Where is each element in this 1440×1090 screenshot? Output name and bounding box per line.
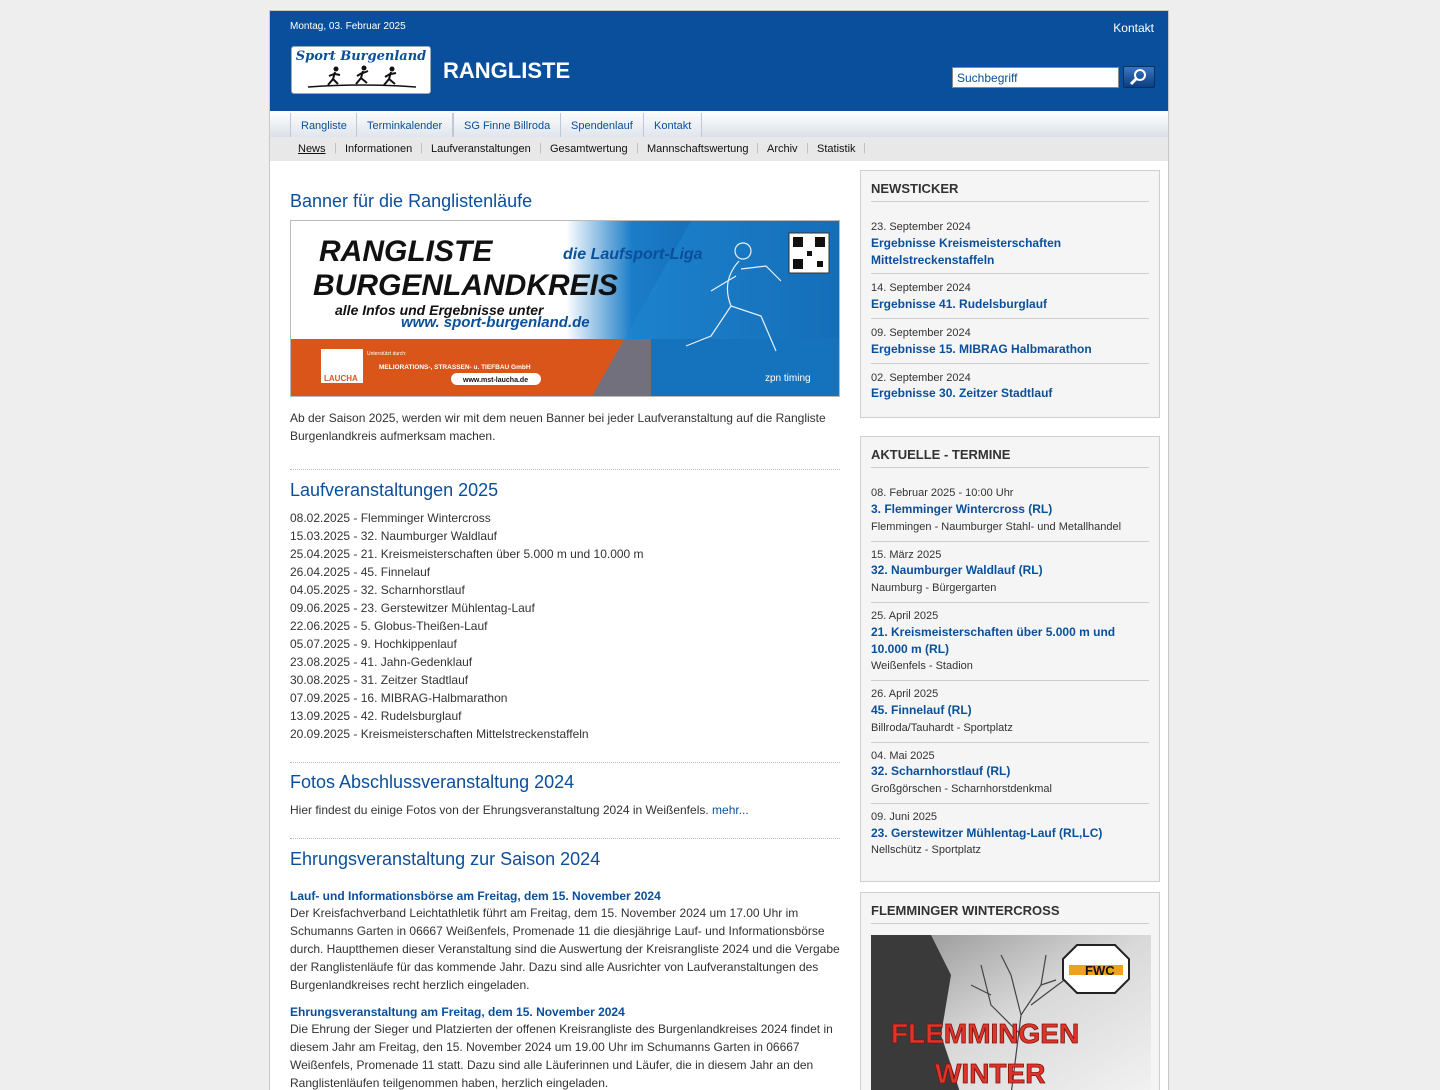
divider [290,469,840,470]
list-item: 20.09.2025 - Kreismeisterschaften Mittelstreckenstaffeln [290,727,589,741]
subnav-news[interactable]: News [298,143,326,155]
site-header [270,11,1169,111]
tab-terminkalender[interactable]: Terminkalender [356,113,453,138]
site-title: RANGLISTE [443,58,571,83]
list-item: 30.08.2025 - 31. Zeitzer Stadtlauf [290,673,469,687]
list-item: 05.07.2025 - 9. Hochkippenlauf [290,637,457,651]
event-link[interactable]: 45. Finnelauf (RL) [871,703,972,717]
termine-title: AKTUELLE - TERMINE [871,447,1149,468]
tab-spendenlauf[interactable]: Spendenlauf [560,113,644,138]
subnav-statistik[interactable]: Statistik [817,143,856,155]
sponsor-url: www.mst-laucha.de [463,377,529,384]
list-item: 08.02.2025 - Flemminger Wintercross [290,511,491,525]
list-item: 07.09.2025 - 16. MIBRAG-Halbmarathon [290,691,508,705]
event-location: Weißenfels - Stadion [871,660,973,672]
event-location: Naumburg - Bürgergarten [871,582,997,594]
events-list [290,509,840,743]
divider [290,838,840,839]
wintercross-box [860,892,1160,1090]
tab-rangliste[interactable]: Rangliste [290,113,358,138]
ceremony-subheading-1: Lauf- und Informationsbörse am Freitag, dem 15. November 2024 [290,889,661,903]
banner-graphic [291,221,840,397]
photos-heading[interactable]: Fotos Abschlussveranstaltung 2024 [290,772,575,792]
termine-box [860,436,1160,882]
banner-image [290,220,840,397]
ceremony-subheading-2: Ehrungsveranstaltung am Freitag, dem 15. November 2024 [290,1005,625,1019]
news-date: 09. September 2024 [871,327,971,339]
magnifier-icon [1124,67,1154,87]
banner-line4: www. sport-burgenland.de [401,314,590,331]
timing-logo: zpn timing [765,373,811,384]
page-container [269,10,1169,1090]
news-link[interactable]: Ergebnisse Kreismeisterschaften Mittelstreckenstaffeln [871,236,1062,267]
event-link[interactable]: 32. Naumburger Waldlauf (RL) [871,563,1043,577]
banner-text: Ab der Saison 2025, werden wir mit dem neuen Banner bei jeder Laufveranstaltung auf die Rangliste Burgenlandkreis aufmerksam machen. [290,411,826,443]
newsticker-box [860,170,1160,418]
news-link[interactable]: Ergebnisse 15. MIBRAG Halbmarathon [871,342,1092,356]
event-location: Billroda/Tauhardt - Sportplatz [871,722,1013,734]
tab-sg-finne-billroda[interactable]: SG Finne Billroda [453,113,561,138]
news-date: 23. September 2024 [871,221,971,233]
event-date: 25. April 2025 [871,610,939,622]
banner-line2: BURGENLANDKREIS [313,269,619,302]
event-date: 04. Mai 2025 [871,750,935,762]
list-item: 25.04.2025 - 21. Kreismeisterschaften über 5.000 m und 10.000 m [290,547,644,561]
subnav-mannschaftswertung[interactable]: Mannschaftswertung [647,143,749,155]
subnav-laufveranstaltungen[interactable]: Laufveranstaltungen [431,143,531,155]
poster-text-2: WINTER [935,1058,1046,1089]
list-item: 15.03.2025 - 32. Naumburger Waldlauf [290,529,498,543]
current-date: Montag, 03. Februar 2025 [290,21,406,32]
event-location: Flemmingen - Naumburger Stahl- und Metallhandel [871,521,1122,533]
wintercross-title: FLEMMINGER WINTERCROSS [871,903,1149,924]
list-item: 13.09.2025 - 42. Rudelsburglauf [290,709,462,723]
event-link[interactable]: 23. Gerstewitzer Mühlentag-Lauf (RL,LC) [871,826,1103,840]
banner-line3: alle Infos und Ergebnisse unter [335,302,544,318]
divider [290,762,840,763]
list-item: 23.08.2025 - 41. Jahn-Gedenklauf [290,655,473,669]
event-link[interactable]: 32. Scharnhorstlauf (RL) [871,764,1011,778]
ceremony-heading[interactable]: Ehrungsveranstaltung zur Saison 2024 [290,849,601,869]
event-location: Großgörschen - Scharnhorstdenkmal [871,783,1052,795]
event-link[interactable]: 3. Flemminger Wintercross (RL) [871,502,1053,516]
logo-text: Sport Burgenland [295,49,427,64]
event-date: 08. Februar 2025 - 10:00 Uhr [871,487,1014,499]
tab-kontakt[interactable]: Kontakt [643,113,702,138]
header-contact-link[interactable]: Kontakt [1113,21,1154,35]
search-button[interactable] [1123,66,1155,88]
subnav-archiv[interactable]: Archiv [767,143,798,155]
more-link[interactable]: mehr... [712,803,749,817]
news-link[interactable]: Ergebnisse 30. Zeitzer Stadtlauf [871,386,1053,400]
photos-text-row [290,801,840,819]
poster-text-1: FLEMMINGEN [891,1018,1080,1049]
search-input[interactable] [952,67,1119,88]
event-date: 09. Juni 2025 [871,811,938,823]
list-item: 22.06.2025 - 5. Globus-Theißen-Lauf [290,619,488,633]
event-location: Nellschütz - Sportplatz [871,844,982,856]
newsticker-title: NEWSTICKER [871,181,1149,202]
banner-line1b: die Laufsport-Liga [563,246,703,263]
secondary-nav: News | Informationen | Laufveranstaltungen | Gesamtwertung | Mannschaftswertung | Archiv | Statistik | [270,137,1169,161]
banner-heading[interactable]: Banner für die Ranglistenläufe [290,191,533,211]
event-date: 15. März 2025 [871,549,942,561]
subnav-gesamtwertung[interactable]: Gesamtwertung [550,143,628,155]
banner-line1: RANGLISTE [319,235,493,268]
event-link[interactable]: 21. Kreismeisterschaften über 5.000 m und 10.000 m (RL) [871,625,1116,656]
subnav-informationen[interactable]: Informationen [345,143,413,155]
poster-logo: FWC [1085,963,1115,978]
site-logo[interactable] [291,46,431,94]
list-item: 26.04.2025 - 45. Finnelauf [290,565,431,579]
news-link[interactable]: Ergebnisse 41. Rudelsburglauf [871,297,1048,311]
photos-text: Hier findest du einige Fotos von der Ehrungsveranstaltung 2024 in Weißenfels. [290,803,709,817]
news-date: 14. September 2024 [871,282,971,294]
list-item: 04.05.2025 - 32. Scharnhorstlauf [290,583,465,597]
wintercross-poster[interactable] [871,935,1151,1090]
news-date: 02. September 2024 [871,372,971,384]
ceremony-text-1: Der Kreisfachverband Leichtathletik führt am Freitag, dem 15. November 2024 um 17.00 Uhr im Schumanns Garten in 06667 Weißenfels, Promenade 11 die diesjährige Lauf- und Informationsbörse durch. Hauptthemen dieser Veranstaltung sind die Auswertung der Kreisrangliste 2024 und die Vergabe der Ranglistenläufe für das kommende Jahr. Dazu sind alle Ausrichter von Laufveranstaltungen des Burgenlandkreises recht herzlich eingeladen. [290,906,840,992]
sponsor-name: MELIORATIONS-, STRASSEN- u. TIEFBAU GmbH [379,364,531,371]
sponsor-small: Unterstützt durch: [367,351,407,357]
sponsor-brand: LAUCHA [324,374,358,383]
event-date: 26. April 2025 [871,688,939,700]
list-item: 09.06.2025 - 23. Gerstewitzer Mühlentag-Lauf [290,601,535,615]
events-heading[interactable]: Laufveranstaltungen 2025 [290,480,499,500]
ceremony-text-2: Die Ehrung der Sieger und Platzierten der offenen Kreisrangliste des Burgenlandkreises 2024 findet in diesem Jahr am Freitag, den 15. November 2024 um 19.00 Uhr im Schumanns Garten in 06667 Weißenfels, Promenade 11 statt. Dazu sind alle Läuferinnen und Läufer, die in diesem Jahr an den Ranglistenläufen teilgenommen haben, herzlich eingeladen. [290,1022,833,1090]
logo-runners-icon [306,65,418,91]
poster-graphic [871,935,1151,1090]
primary-nav [270,111,1169,138]
